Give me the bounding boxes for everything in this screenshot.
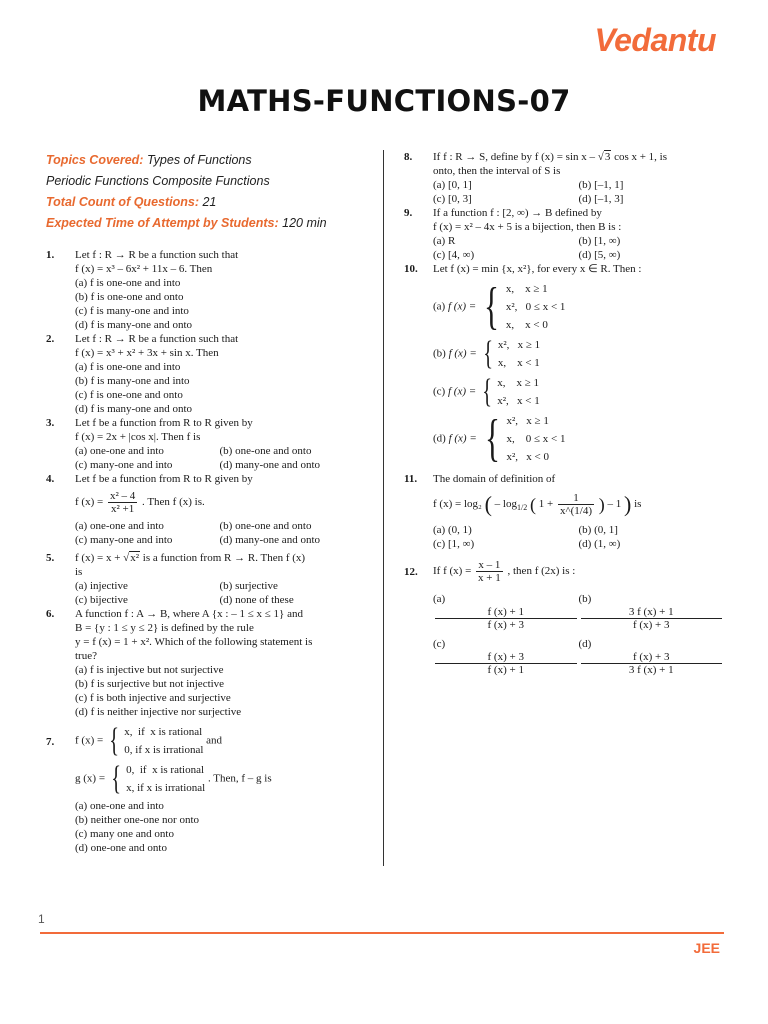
fraction <box>581 606 723 631</box>
brace-icon: { <box>482 373 492 410</box>
question-5 <box>46 551 364 607</box>
question-number: 10. <box>404 263 418 275</box>
case: 0, if x is irrational <box>124 744 204 756</box>
option-b: (b) neither one-one nor onto <box>75 814 200 826</box>
and-text: and <box>206 734 223 747</box>
stem-pre: If f (x) = <box>433 565 472 578</box>
topics-line-2: Periodic Functions Composite Functions <box>46 174 270 188</box>
question-equation: f (x) = x³ – 6x² + 11x – 6. Then <box>75 263 213 275</box>
option-d: (d) many-one and onto <box>219 459 320 471</box>
options-grid <box>433 592 724 676</box>
case: x, x ≥ 1 <box>497 377 540 389</box>
question-number: 6. <box>46 608 55 620</box>
option-lhs: f (x) = <box>448 432 477 445</box>
paren-open-icon: ( <box>529 494 536 515</box>
question-6 <box>46 607 364 719</box>
option-label: (c) <box>433 385 446 398</box>
time-key: Expected Time of Attempt by Students: <box>46 216 279 230</box>
question-equation: f (x) = x³ + x² + 3x + sin x. Then <box>75 347 219 359</box>
question-number: 12. <box>404 566 418 578</box>
option-d: (d) f is many-one and onto <box>75 403 192 415</box>
option-d: (d) none of these <box>219 594 294 606</box>
option-lhs: f (x) = <box>447 300 477 313</box>
fraction <box>581 651 723 676</box>
option-a: (a) R <box>433 235 456 247</box>
option-c: (c) [4, ∞) <box>433 249 475 261</box>
option-d: (d) f is neither injective nor surjective <box>75 706 242 718</box>
option-a <box>433 592 579 631</box>
option-b: (b) f is one-one and onto <box>75 291 184 303</box>
options-grid <box>433 178 724 206</box>
question-12 <box>404 559 724 676</box>
case: x², x < 0 <box>506 451 549 463</box>
question-stem <box>433 559 724 584</box>
question-3 <box>46 416 364 472</box>
question-equation <box>433 492 724 517</box>
option-c: (c) many one and onto <box>75 828 174 840</box>
case: x, x ≥ 1 <box>505 283 548 295</box>
options-grid <box>75 579 364 607</box>
question-8 <box>404 150 724 206</box>
fraction-denominator: x² +1 <box>110 503 135 515</box>
option-c: (c) f is one-one and onto <box>75 389 183 401</box>
option-d: (d) one-one and onto <box>75 842 167 854</box>
fraction <box>476 559 503 584</box>
option-d: (d) (1, ∞) <box>578 538 621 550</box>
fraction <box>435 651 577 676</box>
brace-icon: { <box>484 410 500 467</box>
topics-key: Topics Covered: <box>46 153 144 167</box>
case: x², 0 ≤ x < 1 <box>505 301 566 313</box>
equation-lhs: f (x) = log₂ <box>433 498 482 511</box>
time-line <box>46 213 364 234</box>
right-column <box>404 150 724 676</box>
fraction-numerator: 1 <box>558 492 594 505</box>
case: 0, if x is rational <box>126 764 205 776</box>
question-number: 3. <box>46 417 55 429</box>
column-divider <box>383 150 384 866</box>
case: x, if x is irrational <box>126 782 206 794</box>
option-c <box>433 374 724 410</box>
stem-pre: f (x) = x + <box>75 552 124 564</box>
page-number: 1 <box>38 912 45 926</box>
question-stem: If f : R → S, define by f (x) = sin x – √3 cos x + 1, is <box>433 151 668 163</box>
question-number: 11. <box>404 473 418 485</box>
option-d: (d) [–1, 3] <box>578 193 624 205</box>
fraction-denominator: f (x) + 1 <box>487 664 524 676</box>
option-a: (a) one-one and into <box>75 800 164 812</box>
option-a: (a) one-one and into <box>75 520 164 532</box>
question-stem: The domain of definition of <box>433 473 556 485</box>
question-stem: f (x) = x + √x² is a function from R → R. Then f (x) <box>75 552 306 564</box>
case: x², x ≥ 1 <box>497 339 541 351</box>
option-c <box>433 637 579 676</box>
option-c: (c) [0, 3] <box>433 193 472 205</box>
fraction-numerator: x² – 4 <box>109 490 136 502</box>
question-stem: Let f : R → R be a function such that <box>75 333 239 345</box>
option-label: (b) <box>578 593 592 605</box>
option-c: (c) many-one and into <box>75 459 173 471</box>
options-grid <box>75 444 364 472</box>
option-lhs: f (x) = <box>448 347 477 360</box>
vedantu-logo: Vedantu <box>594 22 716 58</box>
piecewise <box>480 336 541 372</box>
question-stem: If a function f : [2, ∞) → B defined by <box>433 207 602 219</box>
question-equation <box>75 490 364 515</box>
exam-tag: JEE <box>693 940 720 956</box>
fraction-numerator: f (x) + 3 <box>581 651 723 664</box>
question-4 <box>46 472 364 547</box>
paren-open-icon: ( <box>484 491 492 517</box>
count-key: Total Count of Questions: <box>46 195 199 209</box>
question-number: 4. <box>46 473 55 485</box>
piecewise <box>479 374 540 410</box>
option-label: (a) <box>433 593 446 605</box>
sqrt-radicand: x² <box>130 552 140 564</box>
option-b <box>579 592 725 631</box>
option-a: (a) one-one and into <box>75 445 164 457</box>
question-7 <box>46 723 364 855</box>
question-stem: Let f be a function from R to R given by <box>75 473 253 485</box>
option-a <box>433 280 724 334</box>
option-b: (b) [–1, 1] <box>578 179 624 191</box>
option-b: (b) surjective <box>219 580 278 592</box>
option-label: (d) <box>433 432 446 445</box>
topics-line <box>46 150 364 171</box>
option-b: (b) one-one and onto <box>219 445 312 457</box>
stem-line: y = f (x) = 1 + x². Which of the following statement is <box>75 636 313 648</box>
question-equation: f (x) = x² – 4x + 5 is a bijection, then B is : <box>433 221 622 233</box>
question-stem: Let f (x) = min {x, x²}, for every x ∈ R. Then : <box>433 263 642 275</box>
option-d: (d) [5, ∞) <box>578 249 621 261</box>
stem-line: A function f : A → B, where A {x : – 1 ≤ x ≤ 1} and <box>75 608 303 620</box>
log-base: 1/2 <box>516 503 528 513</box>
option-a: (a) f is one-one and into <box>75 277 181 289</box>
question-number: 1. <box>46 249 55 261</box>
option-c: (c) bijective <box>75 594 128 606</box>
question-number: 5. <box>46 552 55 564</box>
question-stem: Let f be a function from R to R given by <box>75 417 253 429</box>
fraction <box>108 490 137 515</box>
close-term: – 1 <box>607 498 622 511</box>
fraction-denominator: f (x) + 3 <box>633 619 670 631</box>
option-label: (b) <box>433 347 446 360</box>
fraction-numerator: x – 1 <box>476 559 503 572</box>
option-a: (a) f is injective but not surjective <box>75 664 224 676</box>
question-11 <box>404 472 724 551</box>
case: x, 0 ≤ x < 1 <box>506 433 566 445</box>
option-c: (c) f is both injective and surjective <box>75 692 231 704</box>
option-d <box>579 637 725 676</box>
fraction <box>435 606 577 631</box>
g-lhs: g (x) = <box>75 772 106 785</box>
case: x², x < 1 <box>497 395 540 407</box>
question-stem: Let f : R → R be a function such that <box>75 249 239 261</box>
question-equation: f (x) = 2x + |cos x|. Then f is <box>75 431 201 443</box>
fraction-denominator: x^(1/4) <box>559 505 592 517</box>
question-2 <box>46 332 364 416</box>
option-b: (b) (0, 1] <box>578 524 618 536</box>
option-b: (b) f is surjective but not injective <box>75 678 225 690</box>
brace-icon: { <box>482 335 493 372</box>
stem-tail: , then f (2x) is : <box>507 565 576 578</box>
equation-tail: . Then, f – g is <box>207 772 272 785</box>
stem-line: B = {y : 1 ≤ y ≤ 2} is defined by the rule <box>75 622 254 634</box>
option-c: (c) many-one and into <box>75 534 173 546</box>
option-c: (c) f is many-one and into <box>75 305 189 317</box>
question-1 <box>46 248 364 332</box>
count-line <box>46 192 364 213</box>
paren-close-icon: ) <box>598 494 605 515</box>
options-grid <box>75 519 364 547</box>
options-grid <box>433 234 724 262</box>
piecewise <box>108 761 205 797</box>
question-number: 8. <box>404 151 413 163</box>
option-b <box>433 336 724 372</box>
sqrt-radicand: 3 <box>604 151 611 163</box>
case: x, x < 1 <box>497 357 540 369</box>
option-d <box>433 412 724 466</box>
time-value: 120 min <box>278 216 327 230</box>
footer-divider <box>40 932 724 934</box>
stem-post: cos x + 1, is <box>611 151 668 163</box>
option-label: (d) <box>578 638 592 650</box>
piecewise <box>479 280 566 334</box>
fraction-denominator: f (x) + 3 <box>487 619 524 631</box>
question-number: 2. <box>46 333 55 345</box>
option-lhs: f (x) = <box>447 385 477 398</box>
f-lhs: f (x) = <box>75 734 104 747</box>
equation-lhs: f (x) = <box>75 496 104 509</box>
fraction-denominator: 3 f (x) + 1 <box>628 664 674 676</box>
stem-line: true? <box>75 650 97 662</box>
equation-tail: . Then f (x) is. <box>142 496 205 509</box>
question-9 <box>404 206 724 262</box>
piecewise <box>106 723 203 759</box>
log-term: – log <box>494 498 517 511</box>
count-value: 21 <box>199 195 217 209</box>
option-a: (a) [0, 1] <box>433 179 472 191</box>
option-b: (b) f is many-one and into <box>75 375 190 387</box>
paren-close-icon: ) <box>623 491 632 517</box>
brace-icon: { <box>111 760 121 797</box>
case: x², x ≥ 1 <box>506 415 549 427</box>
stem-post: is a function from R → R. Then f (x) <box>140 552 306 564</box>
option-label: (a) <box>433 300 446 313</box>
fraction-numerator: f (x) + 3 <box>435 651 577 664</box>
stem-line-2: is <box>75 566 83 578</box>
question-number: 9. <box>404 207 413 219</box>
stem-pre: If f : R → S, define by f (x) = sin x – <box>433 151 598 163</box>
question-number: 7. <box>46 736 55 748</box>
topics-value: Types of Functions <box>143 153 252 167</box>
option-a: (a) (0, 1) <box>433 524 472 536</box>
option-b: (b) [1, ∞) <box>578 235 621 247</box>
case: x, if x is rational <box>124 726 203 738</box>
fraction-denominator: x + 1 <box>478 572 501 584</box>
f-definition <box>75 723 364 759</box>
question-10 <box>404 262 724 466</box>
option-label: (c) <box>433 638 446 650</box>
equation-tail: is <box>634 498 642 511</box>
fraction-numerator: 3 f (x) + 1 <box>581 606 723 619</box>
fraction-numerator: f (x) + 1 <box>435 606 577 619</box>
meta-info <box>46 150 364 234</box>
options-grid <box>433 523 724 551</box>
case: x, x < 0 <box>505 319 548 331</box>
brace-icon: { <box>483 278 499 335</box>
option-d: (d) many-one and onto <box>219 534 320 546</box>
page-title: MATHS-FUNCTIONS-07 <box>197 84 571 118</box>
fraction <box>558 492 594 517</box>
piecewise <box>480 412 566 466</box>
left-column <box>46 150 364 855</box>
option-a: (a) f is one-one and into <box>75 361 181 373</box>
option-c: (c) [1, ∞) <box>433 538 475 550</box>
brace-icon: { <box>109 722 120 759</box>
option-a: (a) injective <box>75 580 128 592</box>
option-d: (d) f is many-one and onto <box>75 319 192 331</box>
option-b: (b) one-one and onto <box>219 520 312 532</box>
inner-term: 1 + <box>538 498 556 511</box>
g-definition <box>75 761 364 797</box>
stem-line-2: onto, then the interval of S is <box>433 165 561 177</box>
